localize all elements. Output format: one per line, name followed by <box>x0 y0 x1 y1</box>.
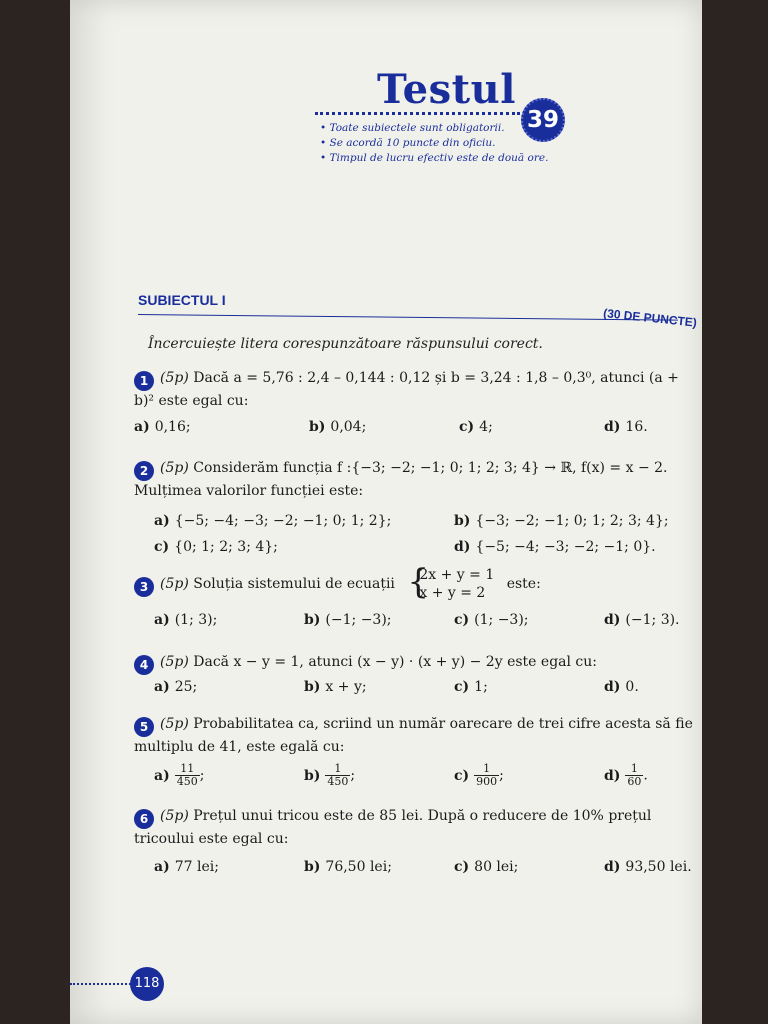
option-a[interactable]: a) 25; <box>154 679 198 695</box>
option-c[interactable]: c) 80 lei; <box>454 859 519 875</box>
option-b[interactable]: b) {−3; −2; −1; 0; 1; 2; 3; 4}; <box>454 513 669 529</box>
answer-options <box>134 763 694 795</box>
section-points: (30 DE PUNCTE) <box>602 306 698 330</box>
problem-number-badge: 1 <box>134 371 154 391</box>
option-b[interactable]: b) x + y; <box>304 679 367 695</box>
answer-options <box>134 857 694 881</box>
problem-statement: Prețul unui tricou este de 85 lei. După o reducere de 10% prețul tricoului este egal cu: <box>134 808 652 847</box>
option-d[interactable]: d) 93,50 lei. <box>604 859 692 875</box>
section-title: SUBIECTUL I <box>138 292 226 308</box>
option-d[interactable]: d) 16. <box>604 419 648 435</box>
textbook-page <box>70 0 702 1024</box>
test-number-badge: 39 <box>521 98 565 142</box>
test-rules <box>320 121 548 166</box>
option-b[interactable]: b) $\frac{1}{450}$ ; <box>304 762 356 788</box>
problem-number-badge: 5 <box>134 717 154 737</box>
problem-5 <box>134 714 694 795</box>
problem-points: (5p) <box>160 576 189 592</box>
option-b[interactable]: b) (−1; −3); <box>304 612 392 628</box>
option-c[interactable]: c) $\frac{1}{900}$ ; <box>454 762 504 788</box>
problem-points: (5p) <box>160 654 189 670</box>
problem-statement: Soluția sistemului de ecuații <box>193 576 395 592</box>
test-header <box>315 66 645 176</box>
section-underline <box>138 314 678 321</box>
option-a[interactable]: a) $\frac{11}{450}$ ; <box>154 762 205 788</box>
problem-number-badge: 4 <box>134 655 154 675</box>
section-header <box>138 292 698 330</box>
option-c[interactable]: c) {0; 1; 2; 3; 4}; <box>154 539 278 555</box>
rule-item: • Timpul de lucru efectiv este de două ore. <box>320 151 548 166</box>
problem-6 <box>134 806 694 881</box>
problem-points: (5p) <box>160 370 189 386</box>
rule-item: • Toate subiectele sunt obligatorii. <box>320 121 548 136</box>
answer-options <box>134 677 694 701</box>
rule-item: • Se acordă 10 puncte din oficiu. <box>320 136 548 151</box>
answer-options <box>134 507 694 563</box>
problem-points: (5p) <box>160 460 189 476</box>
answer-options <box>134 417 694 441</box>
section-instruction: Încercuiește litera corespunzătoare răspunsului corect. <box>148 336 543 352</box>
problem-number-badge: 6 <box>134 809 154 829</box>
page-number: 118 <box>130 967 164 1001</box>
option-c[interactable]: c) 1; <box>454 679 488 695</box>
problem-number-badge: 3 <box>134 577 154 597</box>
option-a[interactable]: a) {−5; −4; −3; −2; −1; 0; 1; 2}; <box>154 513 392 529</box>
problem-2 <box>134 458 694 563</box>
problem-3 <box>134 562 694 634</box>
option-d[interactable]: d) 0. <box>604 679 639 695</box>
equation-1: 2x + y = 1 <box>419 567 495 583</box>
brace-icon: { <box>407 562 429 602</box>
problem-points: (5p) <box>160 716 189 732</box>
problem-statement-tail: este: <box>506 576 541 592</box>
problem-statement: Dacă x − y = 1, atunci (x − y) · (x + y) − 2y este egal cu: <box>193 654 598 670</box>
option-c[interactable]: c) 4; <box>459 419 493 435</box>
option-d[interactable]: d) $\frac{1}{60}$ . <box>604 762 648 788</box>
equation-system <box>407 562 495 602</box>
problem-4 <box>134 652 694 701</box>
option-b[interactable]: b) 76,50 lei; <box>304 859 392 875</box>
option-d[interactable]: d) (−1; 3). <box>604 612 680 628</box>
option-a[interactable]: a) 77 lei; <box>154 859 219 875</box>
option-a[interactable]: a) 0,16; <box>134 419 191 435</box>
problem-statement: Dacă a = 5,76 : 2,4 – 0,144 : 0,12 și b = 3,24 : 1,8 – 0,3⁰, atunci (a + b)² este egal cu: <box>134 370 679 409</box>
option-b[interactable]: b) 0,04; <box>309 419 367 435</box>
problem-statement: Probabilitatea ca, scriind un număr oarecare de trei cifre acesta să fie multiplu de 41, este egală cu: <box>134 716 693 755</box>
problem-statement: Considerăm funcția f :{−3; −2; −1; 0; 1; 2; 3; 4} → ℝ, f(x) = x − 2. Mulțimea valorilor funcției este: <box>134 460 668 499</box>
title-dotted-line <box>315 112 520 115</box>
problem-points: (5p) <box>160 808 189 824</box>
option-c[interactable]: c) (1; −3); <box>454 612 529 628</box>
option-d[interactable]: d) {−5; −4; −3; −2; −1; 0}. <box>454 539 656 555</box>
problem-number-badge: 2 <box>134 461 154 481</box>
test-title: Testul <box>377 66 516 113</box>
answer-options <box>134 610 694 634</box>
option-a[interactable]: a) (1; 3); <box>154 612 218 628</box>
equation-2: x + y = 2 <box>419 585 486 601</box>
footer-dotted-line <box>70 983 134 985</box>
problem-1 <box>134 368 694 441</box>
